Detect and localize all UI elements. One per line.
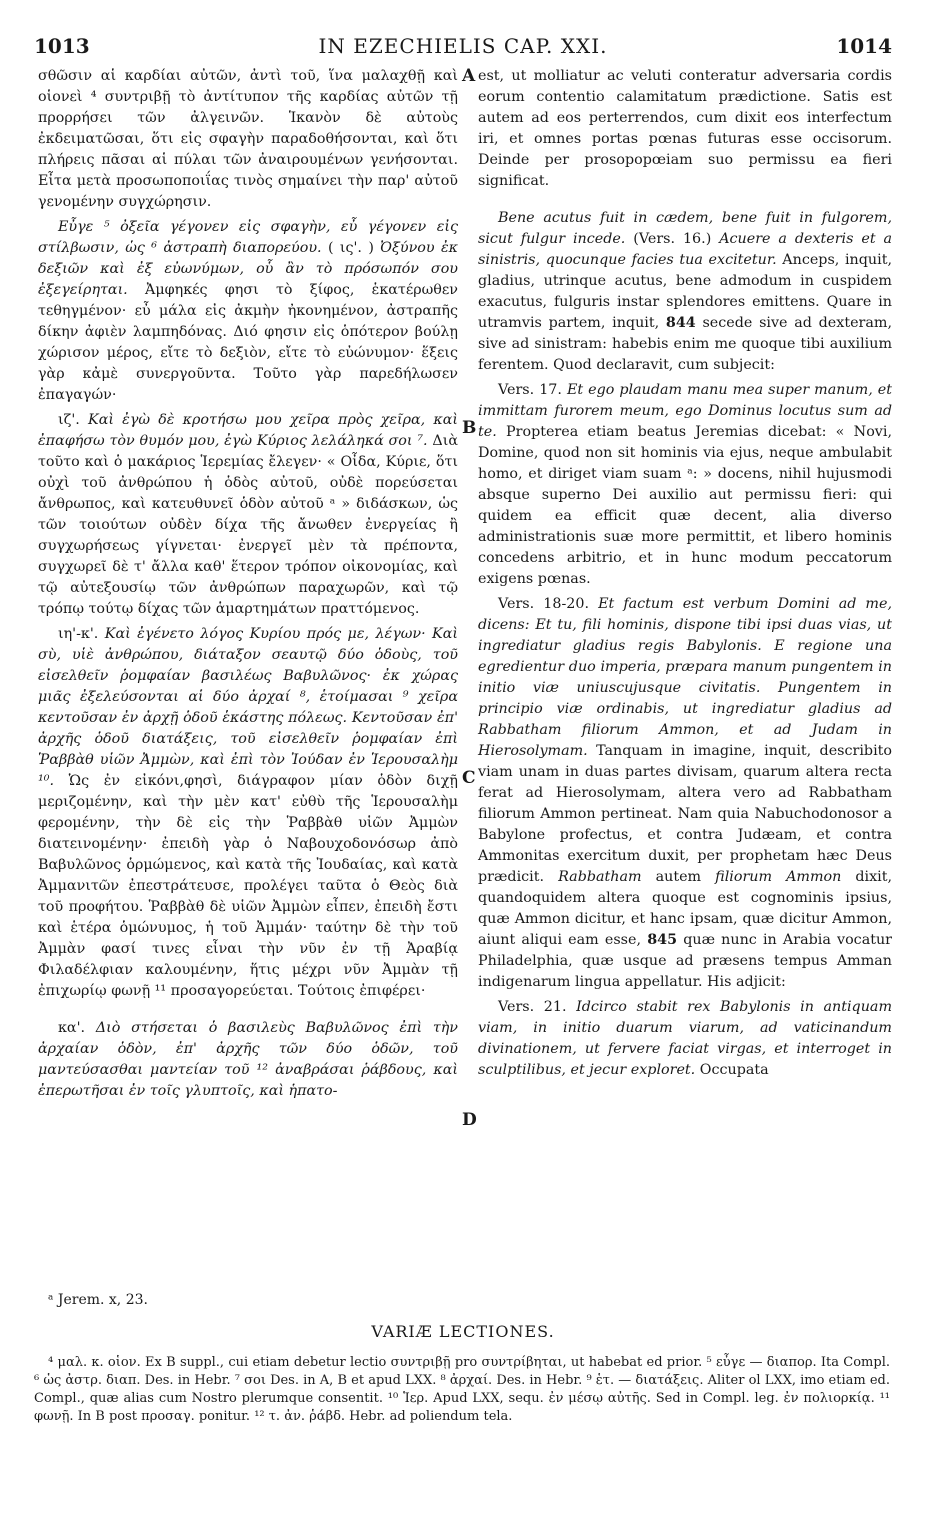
running-header [34,34,892,60]
column-number-right: 1014 [836,34,892,58]
latin-verse-marker-17: Vers. 17. [498,382,562,398]
running-title: IN EZECHIELIS CAP. XXI. [318,34,608,58]
latin-commentary-18-20c: quæ nunc in Arabia vocatur Philadelphia, quæ usque ad præsens tempus Amman indigenarum lingua appellatur. His adjicit: [478,932,893,990]
greek-verse-marker-16: ( ις'. ) [327,240,374,256]
greek-lemma-16: Εὖγε ⁵ ὀξεῖα γέγονεν εἰς σφαγὴν, εὖ γέγονεν εἰς στίλβωσιν, ὡς ⁶ ἀστραπὴ διαπορεύου. [38,219,458,256]
greek-lemma-16b: Ὀξύνου ἐκ δεξιῶν καὶ ἐξ εὐωνύμων, οὗ ἂν τὸ πρόσωπόν σου ἐξεγείρηται. [38,240,458,298]
margin-letter-d: D [462,1110,477,1130]
latin-term-filiorum-ammon: filiorum Ammon [715,869,842,885]
latin-commentary-16a: Anceps, inquit, gladius, utrinque acutus, bene admodum in cuspidem exacutus, fulguris instar splendores emittens. Quare in utramvis partem, inquit, [478,252,892,331]
greek-verse-number-17: ιζ'. [58,412,80,428]
greek-paragraph-4 [38,624,458,1002]
latin-lemma-17: Et ego plaudam manu mea super manum, et immittam furorem meum, ego Dominus locutus sum ad te. [478,382,892,440]
latin-paragraph-4 [478,594,892,993]
latin-commentary-21: Occupata [699,1062,769,1078]
margin-letter-c: C [462,768,476,788]
latin-lemma-16: Bene acutus fuit in cædem, bene fuit in fulgorem, sicut fulgur incede. [478,210,892,247]
greek-lemma-21: Διὸ στήσεται ὁ βασιλεὺς Βαβυλῶνος ἐπὶ τὴν ἀρχαίαν ὁδὸν, ἐπ' ἀρχῆς τῶν δύο ὁδῶν, τοῦ μαντεύσασθαι μαντείαν τοῦ ¹² ἀναβράσαι ῥάβδους, καὶ ἐπερωτῆσαι ἐν τοῖς γλυπτοῖς, καὶ ἡπατο- [38,1020,458,1099]
variae-lectiones [34,1354,890,1426]
latin-commentary-16b: secede sive ad dexteram, sive ad sinistram: habebis enim me quoque tibi auxilium ferentem. Quod declaravit, cum subjecit: [478,315,892,373]
greek-paragraph-3 [38,410,458,620]
latin-verse-marker-16: (Vers. 16.) [633,231,712,247]
greek-column [38,66,458,1102]
greek-commentary-16: Ἀμφηκές φησι τὸ ξίφος, ἑκατέρωθεν τεθηγμένον· εὖ μάλα εἰς ἀκμὴν ἠκονημένον, ἀστραπῆς δίκην ἀφιὲν λαμπηδόνας. Διό φησιν εἰς ὁπότερον βούλῃ χώρισον μέρος, εἴτε τὸ δεξιὸν, εἴτε τὸ εὐώνυμον· ἕξεις γὰρ κἀμὲ συνεργοῦντα. Τοῦτο γὰρ παρεδήλωσεν ἐπαγαγών· [38,282,458,403]
latin-paragraph-3 [478,380,892,590]
greek-paragraph-5 [38,1018,458,1102]
latin-commentary-18-20a: Tanquam in imagine, inquit, describito viam unam in duas partes divisam, quarum altera recta ferat ad Hierosolymam, altera vero ad Rabbatham filiorum Ammon pertineat. Nam quia Nabuchodonosor a Babylone profectus, et contra Judæam, et contra Ammonitas exercitum duxit, per prophetam hæc Deus prædicit. [478,743,892,885]
greek-lemma-17: Καὶ ἐγὼ δὲ κροτήσω μου χεῖρα πρὸς χεῖρα, καὶ ἐπαφήσω τὸν θυμόν μου, ἐγὼ Κύριος λελάληκά σοι ⁷. [38,412,459,449]
greek-paragraph-1: σθῶσιν αἱ καρδίαι αὐτῶν, ἀντὶ τοῦ, ἵνα μαλαχθῇ καὶ οἱονεὶ ⁴ συντριβῇ τὸ ἀντίτυπον τῆς καρδίας αὐτῶν τῇ προρρήσει τῶν ἀλγεινῶν. Ἱκανὸν δὲ αὐτοὺς ἐκδειματῶσαι, ὅτι εἰς σφαγὴν παραδοθήσονται, καὶ ὅτι πλήρεις πᾶσαι αἱ πύλαι τῶν ἀναιρουμένων γενήσονται. Εἶτα μετὰ προσωποποιΐας τινὸς σημαίνει τὴν παρ' αὐτοῦ γενομένην συγχώρησιν. [38,68,458,210]
greek-lemma-18-20: Καὶ ἐγένετο λόγος Κυρίου πρός με, λέγων· Καὶ σὺ, υἱὲ ἀνθρώπου, διάταξον σεαυτῷ δύο ὁδοὺς, τοῦ εἰσελθεῖν ῥομφαίαν βασιλέως Βαβυλῶνος· ἐκ χώρας μιᾶς ἐξελεύσονται αἱ δύο ἀρχαί ⁸, ἑτοίμασαι ⁹ χεῖρα κεντοῦσαν ἐν ἀρχῇ ὁδοῦ ἑκάστης πόλεως. Κεντοῦσαν ἐπ' ἀρχῆς ὁδοῦ διατάξεις, τοῦ εἰσελθεῖν ῥομφαίαν ἐπὶ Ῥαββὰθ υἱῶν Ἀμμὼν, καὶ ἐπὶ τὸν Ἰούδαν ἐν Ἱερουσαλὴμ ¹⁰. [38,626,459,789]
latin-term-rabbatham: Rabbatham [558,869,642,885]
column-number-844: 844 [665,315,696,331]
latin-commentary-17: Propterea etiam beatus Jeremias dicebat: « Novi, Domine, quod non sit hominis via ejus, neque ambulabit homo, et diriget viam suam ᵃ: » docens, nihil hujusmodi absque superno Dei auxilio aut permissu fieri: qui quidem ea efficit quæ decent, alia diverso administrationis suæ more permittit, et libero hominis concedens arbitrio, et in hunc modum peccatorum exigens pœnas. [478,424,892,587]
variae-lectiones-heading: VARIÆ LECTIONES. [371,1322,555,1341]
margin-letter-b: B [462,418,477,438]
column-number-left: 1013 [34,34,90,58]
latin-commentary-18-20b: dixit, quandoquidem altera quoque est cognominis ipsius, quæ Ammon dicitur, et hanc ipsam, quæ dicitur Ammon, aiunt aliqui eam esse, [478,869,893,948]
latin-lemma-18-20: Et factum est verbum Domini ad me, dicens: Et tu, fili hominis, dispone tibi ipsi duas vias, ut ingrediatur gladius regis Babylonis. E regione una egredientur duo imperia, præpara manum pungentem in initio viæ uniuscujusque civitatis. Pungentem in principio viæ ordinabis, ut ingrediatur gladius ad Rabbatham filiorum Ammon, et ad Judam in Hierosolymam. [478,596,892,759]
greek-verse-number-21: κα'. [58,1020,86,1036]
latin-column [478,66,892,1081]
latin-lemma-21: Idcirco stabit rex Babylonis in antiquam viam, in initio duarum viarum, ad vaticinandum divinationem, ut fervere faciat virgas, et interroget in sculptilibus, et jecur exploret. [478,999,893,1078]
greek-verse-number-18-20: ιη'-κ'. [58,626,99,642]
greek-commentary-18-20: Ὡς ἐν εἰκόνι,φησὶ, διάγραφον μίαν ὁδὸν διχῇ μεριζομένην, καὶ τὴν μὲν κατ' εὐθὺ τῆς Ἱερουσαλὴμ φερομένην, τὴν δὲ εἰς τὴν Ῥαββὰθ υἱῶν Ἀμμὼν διατεινομένην· ἐπειδὴ γὰρ ὁ Ναβουχοδονόσωρ ἀπὸ Βαβυλῶνος ὁρμώμενος, καὶ κατὰ τῆς Ἰουδαίας, καὶ κατὰ Ἀμμανιτῶν ἐπεστράτευσε, προλέγει ταῦτα ὁ Θεὸς διὰ τοῦ προφήτου. Ῥαββὰθ δὲ υἱῶν Ἀμμὼν εἶπεν, ἐπειδὴ ἔστι καὶ ἑτέρα ὁμώνυμος, ἡ τοῦ Ἀμμάν· ταύτην δὲ τὴν τοῦ Ἀμμὰν φασί τινες εἶναι τὴν νῦν ἐν τῇ Ἀραβίᾳ Φιλαδέλφιαν καλουμένην, ἥτις μέχρι νῦν Ἀμμὰν τῇ ἐπιχωρίῳ φωνῇ ¹¹ προσαγορεύεται. Τούτοις ἐπιφέρει· [38,773,458,999]
latin-verse-marker-21: Vers. 21. [498,999,567,1015]
column-number-845: 845 [647,932,678,948]
latin-paragraph-1: est, ut molliatur ac veluti conteratur adversaria cordis eorum contentio calamitatum prædictione. Satis est autem ad eos perterrendos, cum dixit eos interfectum iri, et omnes portas pœnas futuras esse occisorum. Deinde per prosopopœiam suo permissu ea fieri significat. [478,68,892,189]
margin-letter-a: A [462,66,476,86]
footnote: ᵃ Jerem. x, 23. [48,1292,148,1308]
latin-lemma-16b: Acuere a dexteris et a sinistris, quocunque facies tua excitetur. [478,231,893,268]
latin-paragraph-5 [478,997,892,1081]
latin-paragraph-2 [478,208,892,376]
latin-verse-marker-18-20: Vers. 18-20. [498,596,590,612]
greek-paragraph-2 [38,217,458,406]
variae-lectiones-text: ⁴ μαλ. κ. οἱον. Ex B suppl., cui etiam debetur lectio συντριβῇ pro συντρίβηται, ut habebat ed prior. ⁵ εὖγε — διαπορ. Ita Compl. ⁶ ὡς ἀστρ. διαπ. Des. in Hebr. ⁷ σοι Des. in A, B et apud LXX. ⁸ ἀρχαί. Des. in Hebr. ⁹ ἑτ. — διατάξεις. Aliter ol LXX, imo etiam ed. Compl., quæ alias cum Nostro plerumque consentit. ¹⁰ Ἱερ. Apud LXX, sequ. ἐν μέσῳ αὐτῆς. Sed in Compl. leg. ἐν πολιορκίᾳ. ¹¹ φωνῇ. In B post προσαγ. ponitur. ¹² τ. ἀν. ῥάβδ. Hebr. ad poliendum tela. [34,1355,890,1424]
latin-word-autem: autem [655,869,702,885]
greek-commentary-17: Διὰ τοῦτο καὶ ὁ μακάριος Ἱερεμίας ἔλεγεν· « Οἶδα, Κύριε, ὅτι οὐχὶ τοῦ ἀνθρώπου ἡ ὁδὸς αὐτοῦ, οὐδὲ πορεύσεται ἄνθρωπος, καὶ κατευθυνεῖ ὁδὸν αὐτοῦ ᵃ » διδάσκων, ὡς τῶν τοιούτων οὐδὲν δίχα τῆς ἄνωθεν ἐνεργείας ἢ συγχωρήσεως γίγνεται· ἐνεργεῖ μὲν τὰ πρέποντα, συγχωρεῖ δὲ τ' ἄλλα καθ' ἕτερον τρόπον οἰκονομίας, καὶ τῷ αὐτεξουσίῳ τῶν ἀνθρώπων παραχωρῶν, καὶ τῷ τρόπῳ τούτῳ δίχας τῶν ἁμαρτημάτων πραττόμενος. [38,433,459,617]
